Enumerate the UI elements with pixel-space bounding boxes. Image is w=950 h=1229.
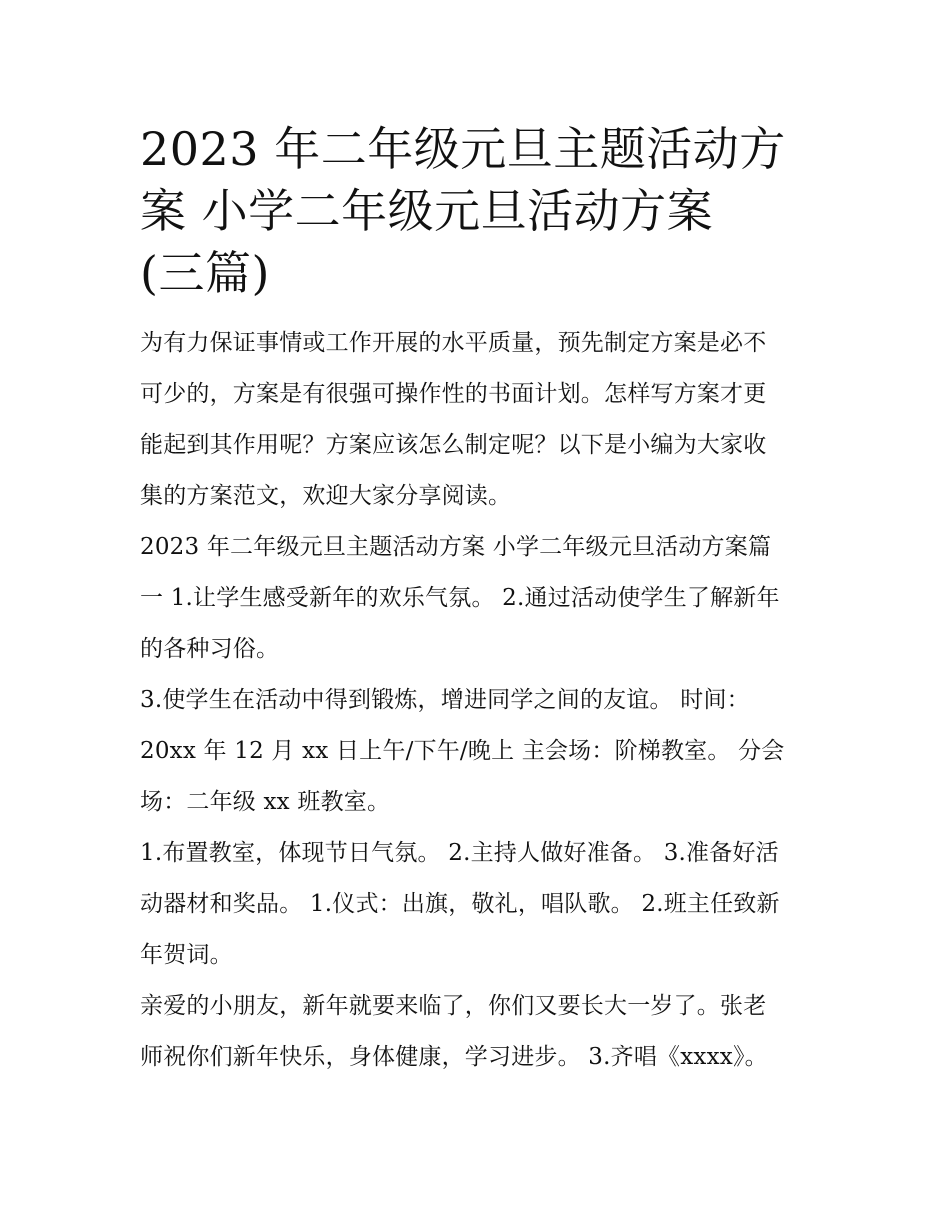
greeting-paragraph	[140, 981, 812, 1083]
text-line: 师祝你们新年快乐，身体健康，学习进步。 3.齐唱《xxxx》。	[140, 1044, 768, 1070]
time-venue-paragraph	[140, 675, 812, 828]
text-line: 动器材和奖品。 1.仪式：出旗，敬礼，唱队歌。 2.班主任致新	[140, 891, 780, 917]
document-title	[140, 118, 812, 304]
text-line: 年贺词。	[140, 942, 233, 968]
activity-goals-paragraph	[140, 522, 812, 675]
title-line: 2023 年二年级元旦主题活动方	[140, 122, 786, 176]
text-line: 场：二年级 xx 班教室。	[140, 789, 391, 815]
text-line: 能起到其作用呢？方案应该怎么制定呢？以下是小编为大家收	[140, 432, 767, 458]
text-line: 20xx 年 12 月 xx 日上午/下午/晚上 主会场：阶梯教室。 分会	[140, 738, 785, 764]
document-page	[140, 118, 812, 1083]
text-line: 一 1.让学生感受新年的欢乐气氛。 2.通过活动使学生了解新年	[140, 585, 780, 611]
title-line: (三篇)	[140, 246, 270, 300]
text-line: 2023 年二年级元旦主题活动方案 小学二年级元旦活动方案篇	[140, 534, 772, 560]
intro-paragraph	[140, 318, 812, 522]
preparation-paragraph	[140, 828, 812, 981]
text-line: 亲爱的小朋友，新年就要来临了，你们又要长大一岁了。张老	[140, 993, 767, 1019]
text-line: 的各种习俗。	[140, 636, 280, 662]
text-line: 集的方案范文，欢迎大家分享阅读。	[140, 483, 512, 509]
text-line: 可少的，方案是有很强可操作性的书面计划。怎样写方案才更	[140, 381, 767, 407]
text-line: 为有力保证事情或工作开展的水平质量，预先制定方案是必不	[140, 330, 767, 356]
text-line: 3.使学生在活动中得到锻炼，增进同学之间的友谊。 时间：	[140, 687, 750, 713]
text-line: 1.布置教室，体现节日气氛。 2.主持人做好准备。 3.准备好活	[140, 840, 779, 866]
document-body	[140, 318, 812, 1083]
title-line: 案 小学二年级元旦活动方案	[140, 184, 714, 238]
